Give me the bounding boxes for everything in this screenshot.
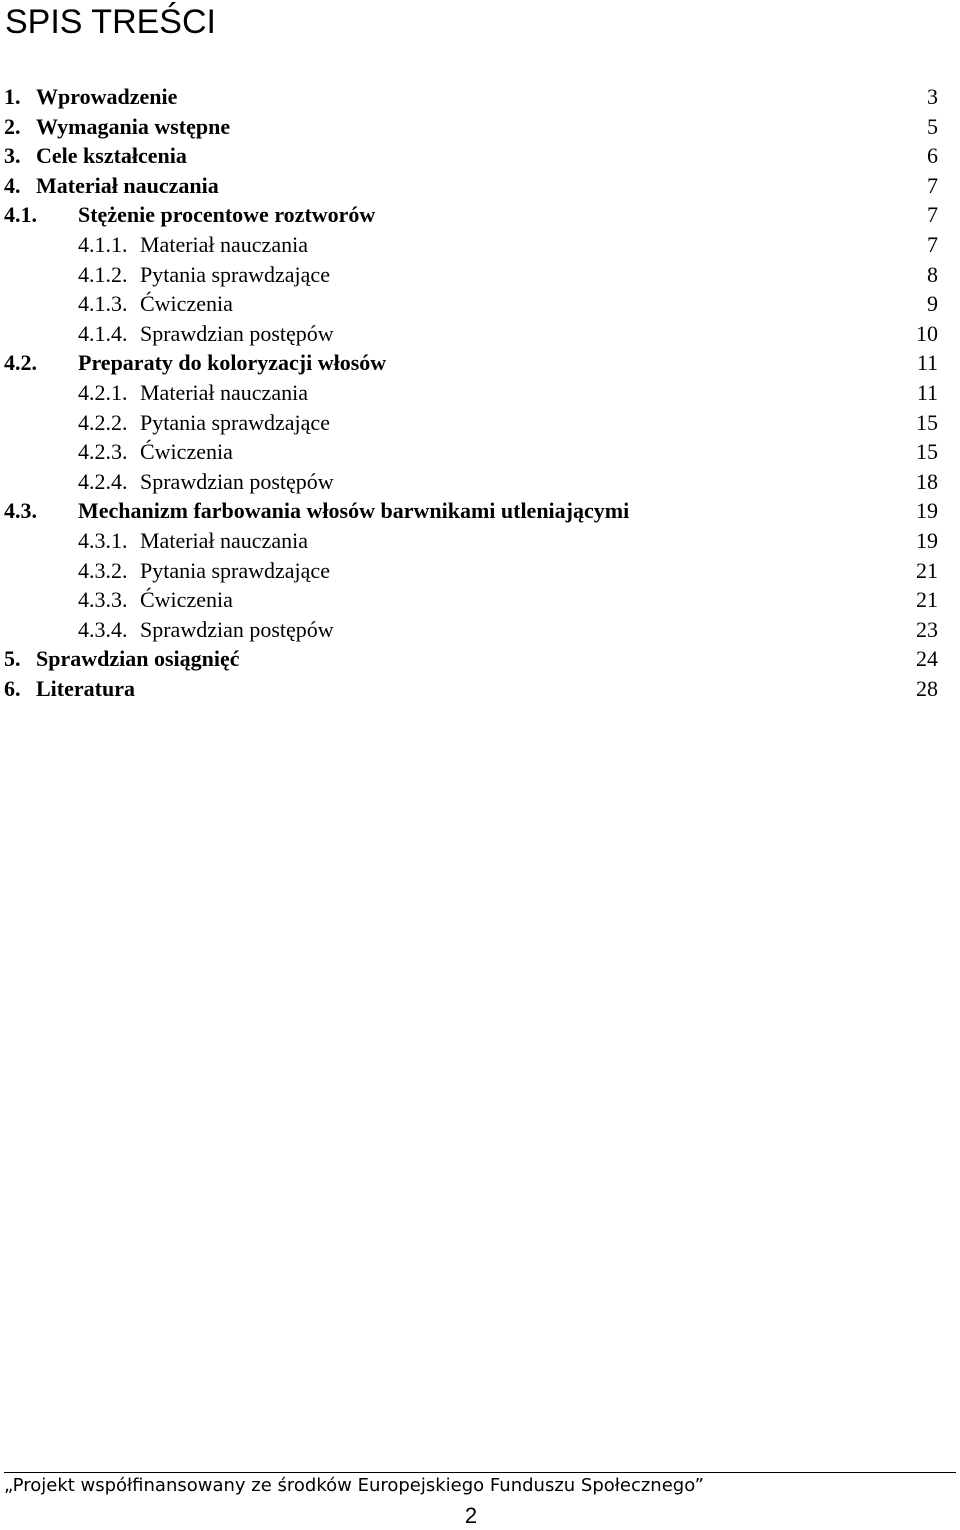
toc-entry-label: Materiał nauczania: [140, 379, 308, 405]
toc-entry-label: Sprawdzian osiągnięć: [36, 646, 240, 672]
toc-entry-page: 5: [927, 113, 938, 139]
toc-entry-label: Cele kształcenia: [36, 143, 187, 169]
toc-entry-number: 4.: [4, 172, 21, 198]
toc-entry[interactable]: [0, 615, 960, 645]
toc-entry-page: 24: [916, 646, 938, 672]
toc-entry-page: 6: [927, 143, 938, 169]
toc-entry-label: Ćwiczenia: [140, 587, 233, 613]
toc-entry-number: 3.: [4, 143, 21, 169]
toc-entry-number: 5.: [4, 646, 21, 672]
toc-entry-number: 4.3.1.: [78, 527, 128, 553]
toc-entry-page: 7: [927, 202, 938, 228]
toc-entry[interactable]: [0, 526, 960, 556]
toc-entry-label: Pytania sprawdzające: [140, 409, 330, 435]
toc-entry[interactable]: [0, 171, 960, 201]
toc-entry[interactable]: [0, 348, 960, 378]
toc-entry-page: 3: [927, 84, 938, 109]
toc-entry[interactable]: [0, 437, 960, 467]
toc-entry-number: 4.2.: [4, 350, 37, 376]
toc-entry-label: Sprawdzian postępów: [140, 616, 334, 642]
toc-entry-page: 15: [916, 439, 938, 465]
toc-entry[interactable]: [0, 200, 960, 230]
toc-entry-number: 4.1.3.: [78, 291, 128, 317]
toc-entry-number: 1.: [4, 84, 21, 109]
toc-entry-label: Wprowadzenie: [36, 84, 178, 109]
toc-entry-page: 9: [927, 291, 938, 317]
toc-entry[interactable]: [0, 496, 960, 526]
toc-entry[interactable]: [0, 674, 960, 704]
toc-entry-label: Preparaty do koloryzacji włosów: [78, 350, 387, 376]
toc-entry[interactable]: [0, 112, 960, 142]
toc-entry-page: 19: [916, 498, 938, 524]
toc-entry-page: 18: [916, 468, 938, 494]
toc-entry-page: 21: [916, 587, 938, 613]
toc-entry-number: 2.: [4, 113, 21, 139]
toc-entry[interactable]: [0, 289, 960, 319]
toc-entry-page: 8: [927, 261, 938, 287]
toc-entry-page: 28: [916, 675, 938, 701]
toc-entry-label: Materiał nauczania: [36, 172, 219, 198]
toc-entry-label: Sprawdzian postępów: [140, 320, 334, 346]
toc-entry[interactable]: [0, 141, 960, 171]
footer-text: „Projekt współfinansowany ze środków Europejskiego Funduszu Społecznego”: [4, 1475, 704, 1496]
toc-entry-label: Pytania sprawdzające: [140, 261, 330, 287]
toc-entry-label: Literatura: [36, 675, 135, 701]
toc-entry-page: 11: [916, 379, 938, 405]
table-of-contents: [0, 82, 960, 703]
toc-entry-page: 11: [916, 350, 938, 376]
toc-entry[interactable]: [0, 82, 960, 112]
toc-entry-number: 4.1.4.: [78, 320, 128, 346]
toc-entry-page: 10: [916, 320, 938, 346]
toc-entry[interactable]: [0, 467, 960, 497]
toc-entry-number: 4.3.2.: [78, 557, 128, 583]
toc-entry-label: Stężenie procentowe roztworów: [78, 202, 376, 228]
toc-entry-label: Materiał nauczania: [140, 231, 308, 257]
toc-entry-label: Ćwiczenia: [140, 291, 233, 317]
toc-entry-number: 4.3.: [4, 498, 37, 524]
toc-entry-number: 6.: [4, 675, 21, 701]
page-title: SPIS TREŚCI: [5, 3, 216, 41]
toc-entry[interactable]: [0, 408, 960, 438]
toc-entry-page: 15: [916, 409, 938, 435]
toc-entry-number: 4.2.4.: [78, 468, 128, 494]
toc-entry[interactable]: [0, 556, 960, 586]
toc-entry-page: 7: [927, 231, 938, 257]
toc-entry[interactable]: [0, 644, 960, 674]
toc-entry[interactable]: [0, 230, 960, 260]
toc-entry-label: Wymagania wstępne: [36, 113, 231, 139]
toc-entry-number: 4.2.3.: [78, 439, 128, 465]
toc-entry-label: Mechanizm farbowania włosów barwnikami utleniającymi: [78, 498, 630, 524]
toc-entry[interactable]: [0, 260, 960, 290]
page-number: 2: [464, 1503, 478, 1528]
toc-entry-number: 4.1.2.: [78, 261, 128, 287]
toc-entry-label: Materiał nauczania: [140, 527, 308, 553]
toc-entry-label: Sprawdzian postępów: [140, 468, 334, 494]
toc-entry-number: 4.1.1.: [78, 231, 128, 257]
toc-entry-number: 4.3.4.: [78, 616, 128, 642]
toc-entry-number: 4.2.1.: [78, 379, 128, 405]
footer-divider: [4, 1472, 956, 1473]
toc-entry-number: 4.3.3.: [78, 587, 128, 613]
toc-entry-label: Ćwiczenia: [140, 439, 233, 465]
toc-entry-number: 4.1.: [4, 202, 37, 228]
toc-entry-page: 19: [916, 527, 938, 553]
toc-entry[interactable]: [0, 319, 960, 349]
toc-entry-page: 23: [916, 616, 938, 642]
toc-entry-label: Pytania sprawdzające: [140, 557, 330, 583]
toc-entry-page: 7: [927, 172, 938, 198]
toc-entry[interactable]: [0, 585, 960, 615]
toc-entry[interactable]: [0, 378, 960, 408]
toc-entry-number: 4.2.2.: [78, 409, 128, 435]
toc-entry-page: 21: [916, 557, 938, 583]
